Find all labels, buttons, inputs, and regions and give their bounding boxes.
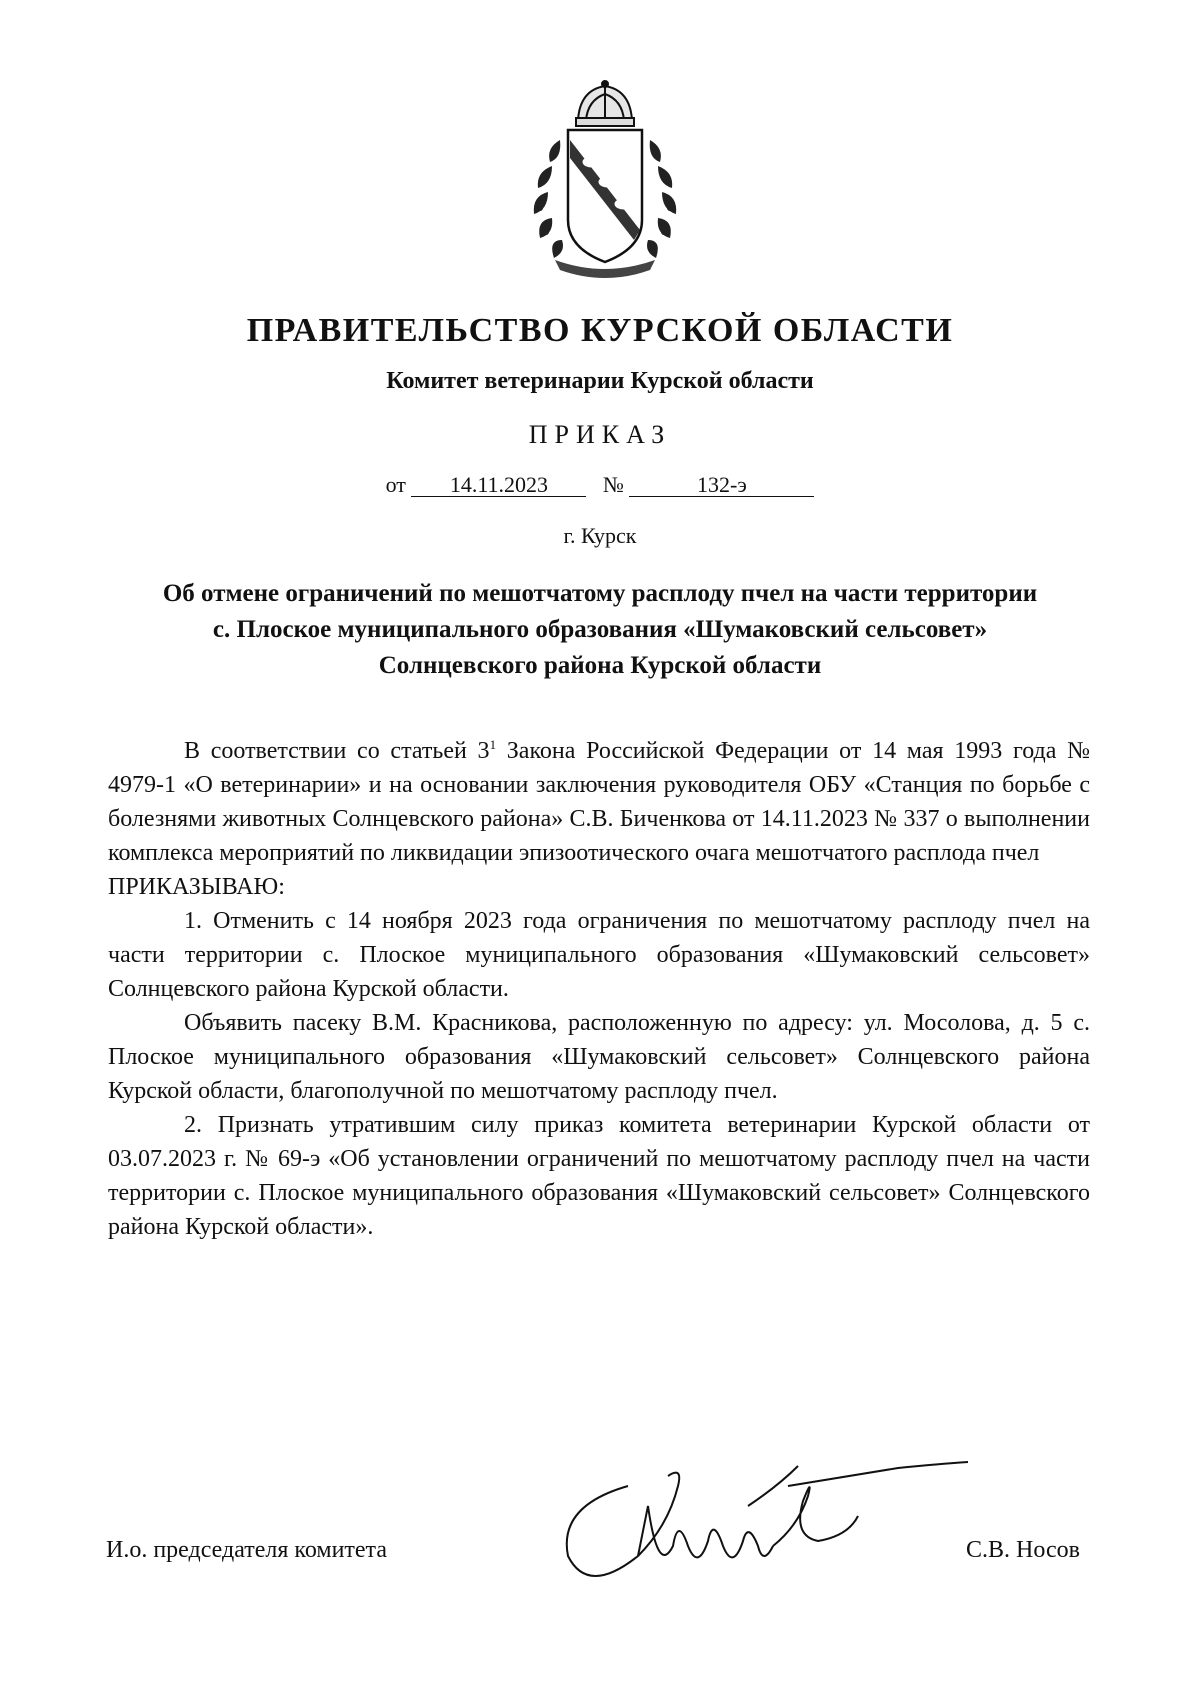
signatory-role: И.о. председателя комитета (106, 1537, 387, 1563)
preamble-paragraph (108, 728, 1090, 870)
document-body (108, 728, 1090, 1244)
document-type: ПРИКАЗ (528, 420, 672, 449)
preamble-text: В соответствии со статьей 3 (184, 738, 490, 764)
number-prefix: № (602, 472, 624, 497)
preamble-text-continued: Закона Российской Федерации от 14 мая 1993 года № 4979-1 «О ветеринарии» и на основании заключения руководителя ОБУ «Станция по борьбе с болезнями животных Солнцевского района» С.В. Биченкова от 14.11.2023 № 337 о выполнении комплекса мероприятий по ликвидации эпизоотического очага мешотчатого расплода пчел (108, 738, 1091, 866)
document-date: 14.11.2023 (411, 474, 586, 497)
order-item-1-apiary: Объявить пасеку В.М. Красникова, расположенную по адресу: ул. Мосолова, д. 5 с. Плоское муниципального образования «Шумаковский сельсовет» Солнцевского района Курской области, благополучной по мешотчатому расплоду пчел. (108, 1010, 1090, 1104)
document-number: 132-э (629, 474, 814, 497)
article-superscript: 1 (489, 737, 497, 752)
subject-line: Об отмене ограничений по мешотчатому расплоду пчел на части территории (162, 580, 1038, 607)
city: г. Курск (563, 523, 637, 548)
subject-line: с. Плоское муниципального образования «Шумаковский сельсовет» (212, 616, 988, 643)
date-prefix: от (385, 472, 406, 497)
government-title: ПРАВИТЕЛЬСТВО КУРСКОЙ ОБЛАСТИ (246, 312, 954, 349)
subject-line: Солнцевского района Курской области (378, 652, 822, 679)
order-item-1: 1. Отменить с 14 ноября 2023 года ограничения по мешотчатому расплоду пчел на части территории с. Плоское муниципального образования «Шумаковский сельсовет» Солнцевского района Курской области. (108, 908, 1090, 1002)
coat-of-arms-emblem (500, 80, 710, 280)
signatory-name: С.В. Носов (966, 1537, 1080, 1563)
order-item-2: 2. Признать утратившим силу приказ комитета ветеринарии Курской области от 03.07.2023 г. № 69-э «Об установлении ограничений по мешотчатому расплоду пчел на части территории с. Плоское муниципального образования «Шумаковский сельсовет» Солнцевского района Курской области». (108, 1112, 1090, 1240)
order-word: ПРИКАЗЫВАЮ: (108, 874, 285, 900)
handwritten-signature (548, 1446, 1008, 1596)
document-subject (100, 576, 1100, 684)
date-number-line (0, 472, 1200, 498)
committee-name: Комитет ветеринарии Курской области (386, 368, 814, 394)
